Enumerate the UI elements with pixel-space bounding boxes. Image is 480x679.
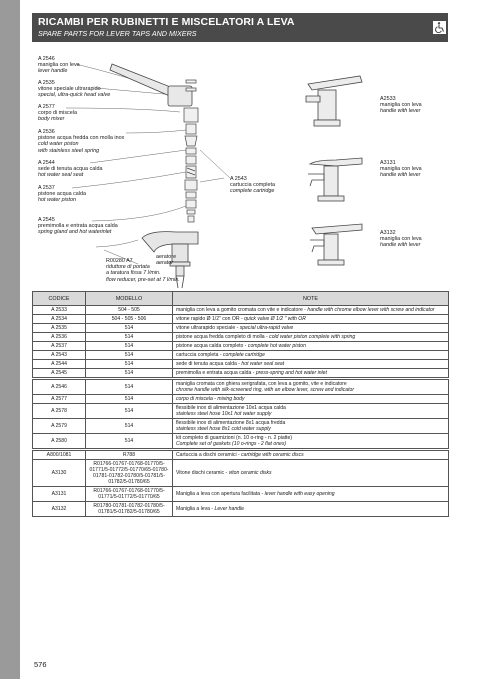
note-italian: Cartuccia a dischi ceramici - [176, 452, 242, 458]
part-code: A 2537 [33, 342, 86, 351]
table-row [33, 451, 449, 460]
table-row [33, 369, 449, 378]
part-note [173, 351, 449, 360]
note-italian: Vitone dischi ceramic - [176, 470, 229, 476]
note-italian: pistone acqua calda completo - [176, 343, 248, 349]
part-note [173, 342, 449, 351]
part-code: A3131 [33, 487, 86, 502]
table-row [33, 502, 449, 517]
page-title: RICAMBI PER RUBINETTI E MISCELATORI A LEVA [38, 16, 295, 28]
col-header-code: CODICE [33, 292, 86, 306]
note-italian: maniglia cromata con ghiera serigrafata, con leva a gomito, vite e indicatore [176, 381, 347, 387]
note-italian: sede di tenuta acqua calda - [176, 361, 242, 367]
note-english: press-spring and hot water inlet [255, 370, 327, 376]
part-model: 514 [86, 404, 173, 419]
part-code: A3130 [33, 460, 86, 487]
part-model: 514 [86, 351, 173, 360]
part-model: R788 [86, 451, 173, 460]
part-code: A 2533 [33, 306, 86, 315]
table-row [33, 487, 449, 502]
note-english: special ultra-rapid valve [239, 325, 294, 331]
label-a2536: A 2536 pistone acqua fredda con molla inox cold water piston with stainless steel spring [38, 129, 125, 154]
note-english: stainless steel hose 8x1 cold water supply [176, 426, 271, 432]
note-english: Complete set of gaskets (10 o-rings - 2 flat ones) [176, 441, 287, 447]
part-code: A 2577 [33, 395, 86, 404]
part-model: 514 [86, 369, 173, 378]
table-row [33, 395, 449, 404]
note-english: cold water piston complete with spring [269, 334, 356, 340]
col-header-notes: NOTE [173, 292, 449, 306]
table-row [33, 434, 449, 449]
note-italian: flessibile inox di alimentazione 8x1 acqua fredda [176, 420, 286, 426]
part-model: R01766-01767-01768-01770/5-01771/5-01772/5-01770/65 [86, 487, 173, 502]
col-header-model: MODELLO [86, 292, 173, 306]
lever-handle-part [110, 64, 192, 106]
note-english: lever handle with easy opening [264, 491, 335, 497]
part-code: A 2534 [33, 315, 86, 324]
part-note [173, 306, 449, 315]
tap-a3131-drawing [308, 158, 362, 201]
part-note [173, 404, 449, 419]
table-row [33, 460, 449, 487]
table-row [33, 324, 449, 333]
label-aerator: aeratore aerator [156, 254, 177, 267]
page-number: 576 [34, 660, 47, 669]
table-row [33, 360, 449, 369]
note-english: viton ceramic disks [228, 470, 272, 476]
part-note [173, 460, 449, 487]
part-note [173, 419, 449, 434]
label-a2545: A 2545 premimolla e entrata acqua calda spring gland and hot waterinlet [38, 217, 118, 236]
part-note [173, 324, 449, 333]
note-italian: Maniglia a leva con apertura facilitata - [176, 491, 265, 497]
note-english: corpo di miscela - mixing body [176, 396, 245, 402]
part-note [173, 369, 449, 378]
part-code: A 2536 [33, 333, 86, 342]
note-italian: premimolla e entrata acqua calda - [176, 370, 256, 376]
table-row [33, 306, 449, 315]
part-model: 514 [86, 434, 173, 449]
label-a2535: A 2535 vitone speciale ultrarapido special, ultra-quick head valve [38, 80, 111, 99]
note-italian: flessibile inox di alimentazione 10x1 acqua calda [176, 405, 286, 411]
table-row [33, 342, 449, 351]
note-italian: Maniglia a leva - [176, 506, 215, 512]
part-model: 514 [86, 360, 173, 369]
part-code: A 2578 [33, 404, 86, 419]
label-r00280: R00280 A7 riduttore di portata a taratura fissa 7 l/min. flow reducer, pre-set at 7 l/min. [106, 258, 180, 283]
table-row [33, 315, 449, 324]
note-english: complete cartridge [223, 352, 265, 358]
part-note [173, 502, 449, 517]
part-code: A800/1081 [33, 451, 86, 460]
part-code: A 2543 [33, 351, 86, 360]
label-a3132: A3132 maniglia con leva handle with lever [380, 230, 422, 249]
part-note [173, 380, 449, 395]
table-row [33, 351, 449, 360]
label-a2544: A 2544 sede di tenuta acqua calda hot water seal seat [38, 160, 103, 179]
part-note [173, 434, 449, 449]
label-a2537: A 2537 pistone acqua calda hot water piston [38, 185, 86, 204]
spare-parts-table [32, 291, 449, 517]
note-english: chrome handle with silk-screened ring, with an elbow lever, screw and indicator [176, 387, 355, 393]
note-english: handle with chrome elbow lever with screw and indicator [307, 307, 435, 313]
note-english: Lever handle [214, 506, 244, 512]
page-subtitle: SPARE PARTS FOR LEVER TAPS AND MIXERS [38, 29, 197, 38]
note-italian: vitone rapido Ø 1/2" con OR - [176, 316, 245, 322]
label-a3131: A3131 maniglia con leva handle with lever [380, 160, 422, 179]
label-a2577: A 2577 corpo di miscela body mixer [38, 104, 77, 123]
part-model: 504 - 505 [86, 306, 173, 315]
tap-a3132-drawing [310, 224, 362, 265]
part-model: R01766-01767-01768-01770/5-01771/5-01772/5-01770/65-01780-01781-01782-01780/5-01781/5-01782/5-01780/65 [86, 460, 173, 487]
note-italian: maniglia con leva a gomito cromata con vite e indicatore - [176, 307, 308, 313]
part-model: 514 [86, 380, 173, 395]
part-model: 514 [86, 342, 173, 351]
tap-a2533-drawing [306, 76, 362, 126]
table-row [33, 419, 449, 434]
label-a2533: A2533 maniglia con leva handle with lever [380, 96, 422, 115]
part-code: A 2535 [33, 324, 86, 333]
part-note [173, 360, 449, 369]
part-note [173, 315, 449, 324]
note-italian: pistone acqua fredda completo di molla - [176, 334, 270, 340]
note-italian: kit completo di guarnizioni (n. 10 o-ring - n. 2 piatte) [176, 435, 293, 441]
part-code: A3132 [33, 502, 86, 517]
part-code: A 2579 [33, 419, 86, 434]
note-english: quick valve Ø 1/2 " with OR [244, 316, 306, 322]
part-code: A 2544 [33, 360, 86, 369]
label-a2546: A 2546 maniglia con leva lever handle [38, 56, 80, 75]
part-model: 514 [86, 333, 173, 342]
note-italian: cartuccia completa - [176, 352, 223, 358]
part-note [173, 451, 449, 460]
part-note [173, 487, 449, 502]
table-row [33, 333, 449, 342]
table-row [33, 380, 449, 395]
note-english: stainless steel hose 10x1 hot water supply [176, 411, 272, 417]
part-model: 514 [86, 395, 173, 404]
part-model: R01780-01781-01782-01780/5-01781/5-01782/5-01780/65 [86, 502, 173, 517]
part-note [173, 395, 449, 404]
part-code: A 2546 [33, 380, 86, 395]
part-model: 504 - 505 - 506 [86, 315, 173, 324]
table-row [33, 404, 449, 419]
part-note [173, 333, 449, 342]
part-model: 514 [86, 324, 173, 333]
note-english: cartridge with ceramic discs [241, 452, 304, 458]
part-code: A 2580 [33, 434, 86, 449]
note-english: hot water seal seat [241, 361, 285, 367]
note-italian: vitone ultrarapido speciale - [176, 325, 240, 331]
label-a2543: A 2543 cartuccia completa complete cartridge [230, 176, 275, 195]
note-english: complete hot water piston [247, 343, 306, 349]
part-model: 514 [86, 419, 173, 434]
part-code: A 2545 [33, 369, 86, 378]
